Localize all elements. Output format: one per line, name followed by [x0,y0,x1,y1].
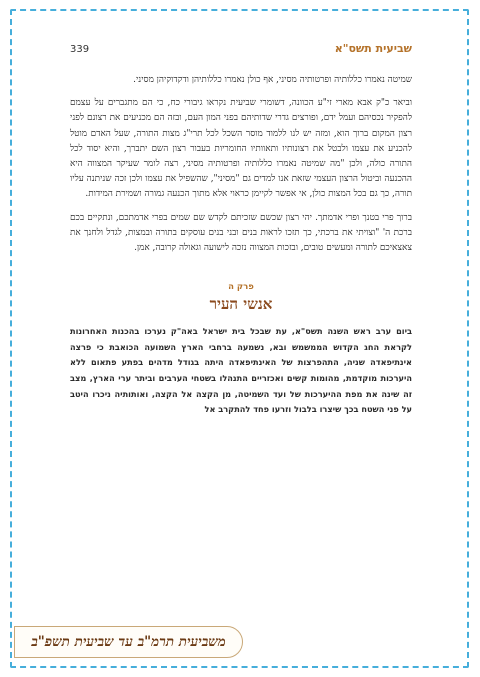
paragraph-3: ברוך פרי בטנך ופרי אדמתך. יהי רצון שכשם שזכיתם לקדש שם שמים בפרי אדמתכם, ונתקיים בכם ברכת ה' "וצויתי את ברכתי, כך תזכו לראות בנים ובני בנים עוסקים בתורה ובמצות, לגדל ולחנך את צאצאיכם לתורה ומעשים טובים, ובזכות המצווה נזכה לישועה וגאולה קרובה, אמן. [70,212,412,254]
chapter-label: פרק ה [228,282,254,293]
paragraph-2: וביאר כ"ק אבא מארי זי"ע הכוונה, דשומרי שביעית נקראו גיבורי כח, כי הם מתגברים על עצמם להפקיר נכסיהם ועמל ידם, ופורצים גדרי שדותיהם בפני המון העם, ובזה הם מכניעים את רצונם לפני רצון המקום ברוך הוא, ומזה יש לנו ללמוד מוסר השכל לכל תרי"ג מצות התורה, שעל האדם מוטל להכניע את עצמו ולבטל את רצונותיו ותאוותיו החומריות בעבור רצון השם יתברך, והיא יסוד לכל התורה כולה, ולכן "מה שמיטה נאמרו כללותיה ופרטותיה מסיני, רצה לומר שעיקר המצווה היא ההכנעה וביטול הרצון העצמי שזאת אנו למדים גם "מסיני", שהשפיל את עצמו ולכן זכה שניתנה עליו תורה, כך גם בכל המצות כולן, אי אפשר לקיימן כראוי אלא מתוך הכנעה גמורה ושמירת המידות. [70,98,412,200]
chapter-title: אנשי העיר [209,295,273,314]
page-header [70,42,412,60]
body-text [70,73,412,426]
book-title-banner [14,626,243,658]
page-number: 339 [70,44,90,55]
book-page [70,30,412,630]
book-title-banner-text: משביעית תרמ"ב עד שביעית תשפ"ב [31,634,226,650]
paragraph-1: שמיטה נאמרו כללותיה ופרטותיה מסיני, אף כולן נאמרו כללותיהן ודקדוקיהן מסיני. [133,75,412,85]
running-title: שביעית תשס"א [334,42,412,55]
chapter-opening-paragraph: ביום ערב ראש השנה תשס"א, עת שבכל בית ישראל באה"ק נערכו בהכנות האחרונות לקראת החג הקדוש הממשמש ובא, נשמעה ברחבי הארץ השמועה הכואבת כי פרצה אינתיפאדה שניה, התהפרצות של האינתיפאדה היתה בגודל מדהים בפתע פתאום ללא היערכות מוקדמת, מהומות קשים ואכזריים התנהלו בשטחי הערבים וביתר ערי הארץ, מצב זה שינה את מפת ההיערכות של ועד השמיטה, מן הקצה אל הקצה, ואותותיה ניכרו היטב על פני השטח בכך שיצרו בלבול וזרעו פחד להתקרב אל [70,326,412,415]
